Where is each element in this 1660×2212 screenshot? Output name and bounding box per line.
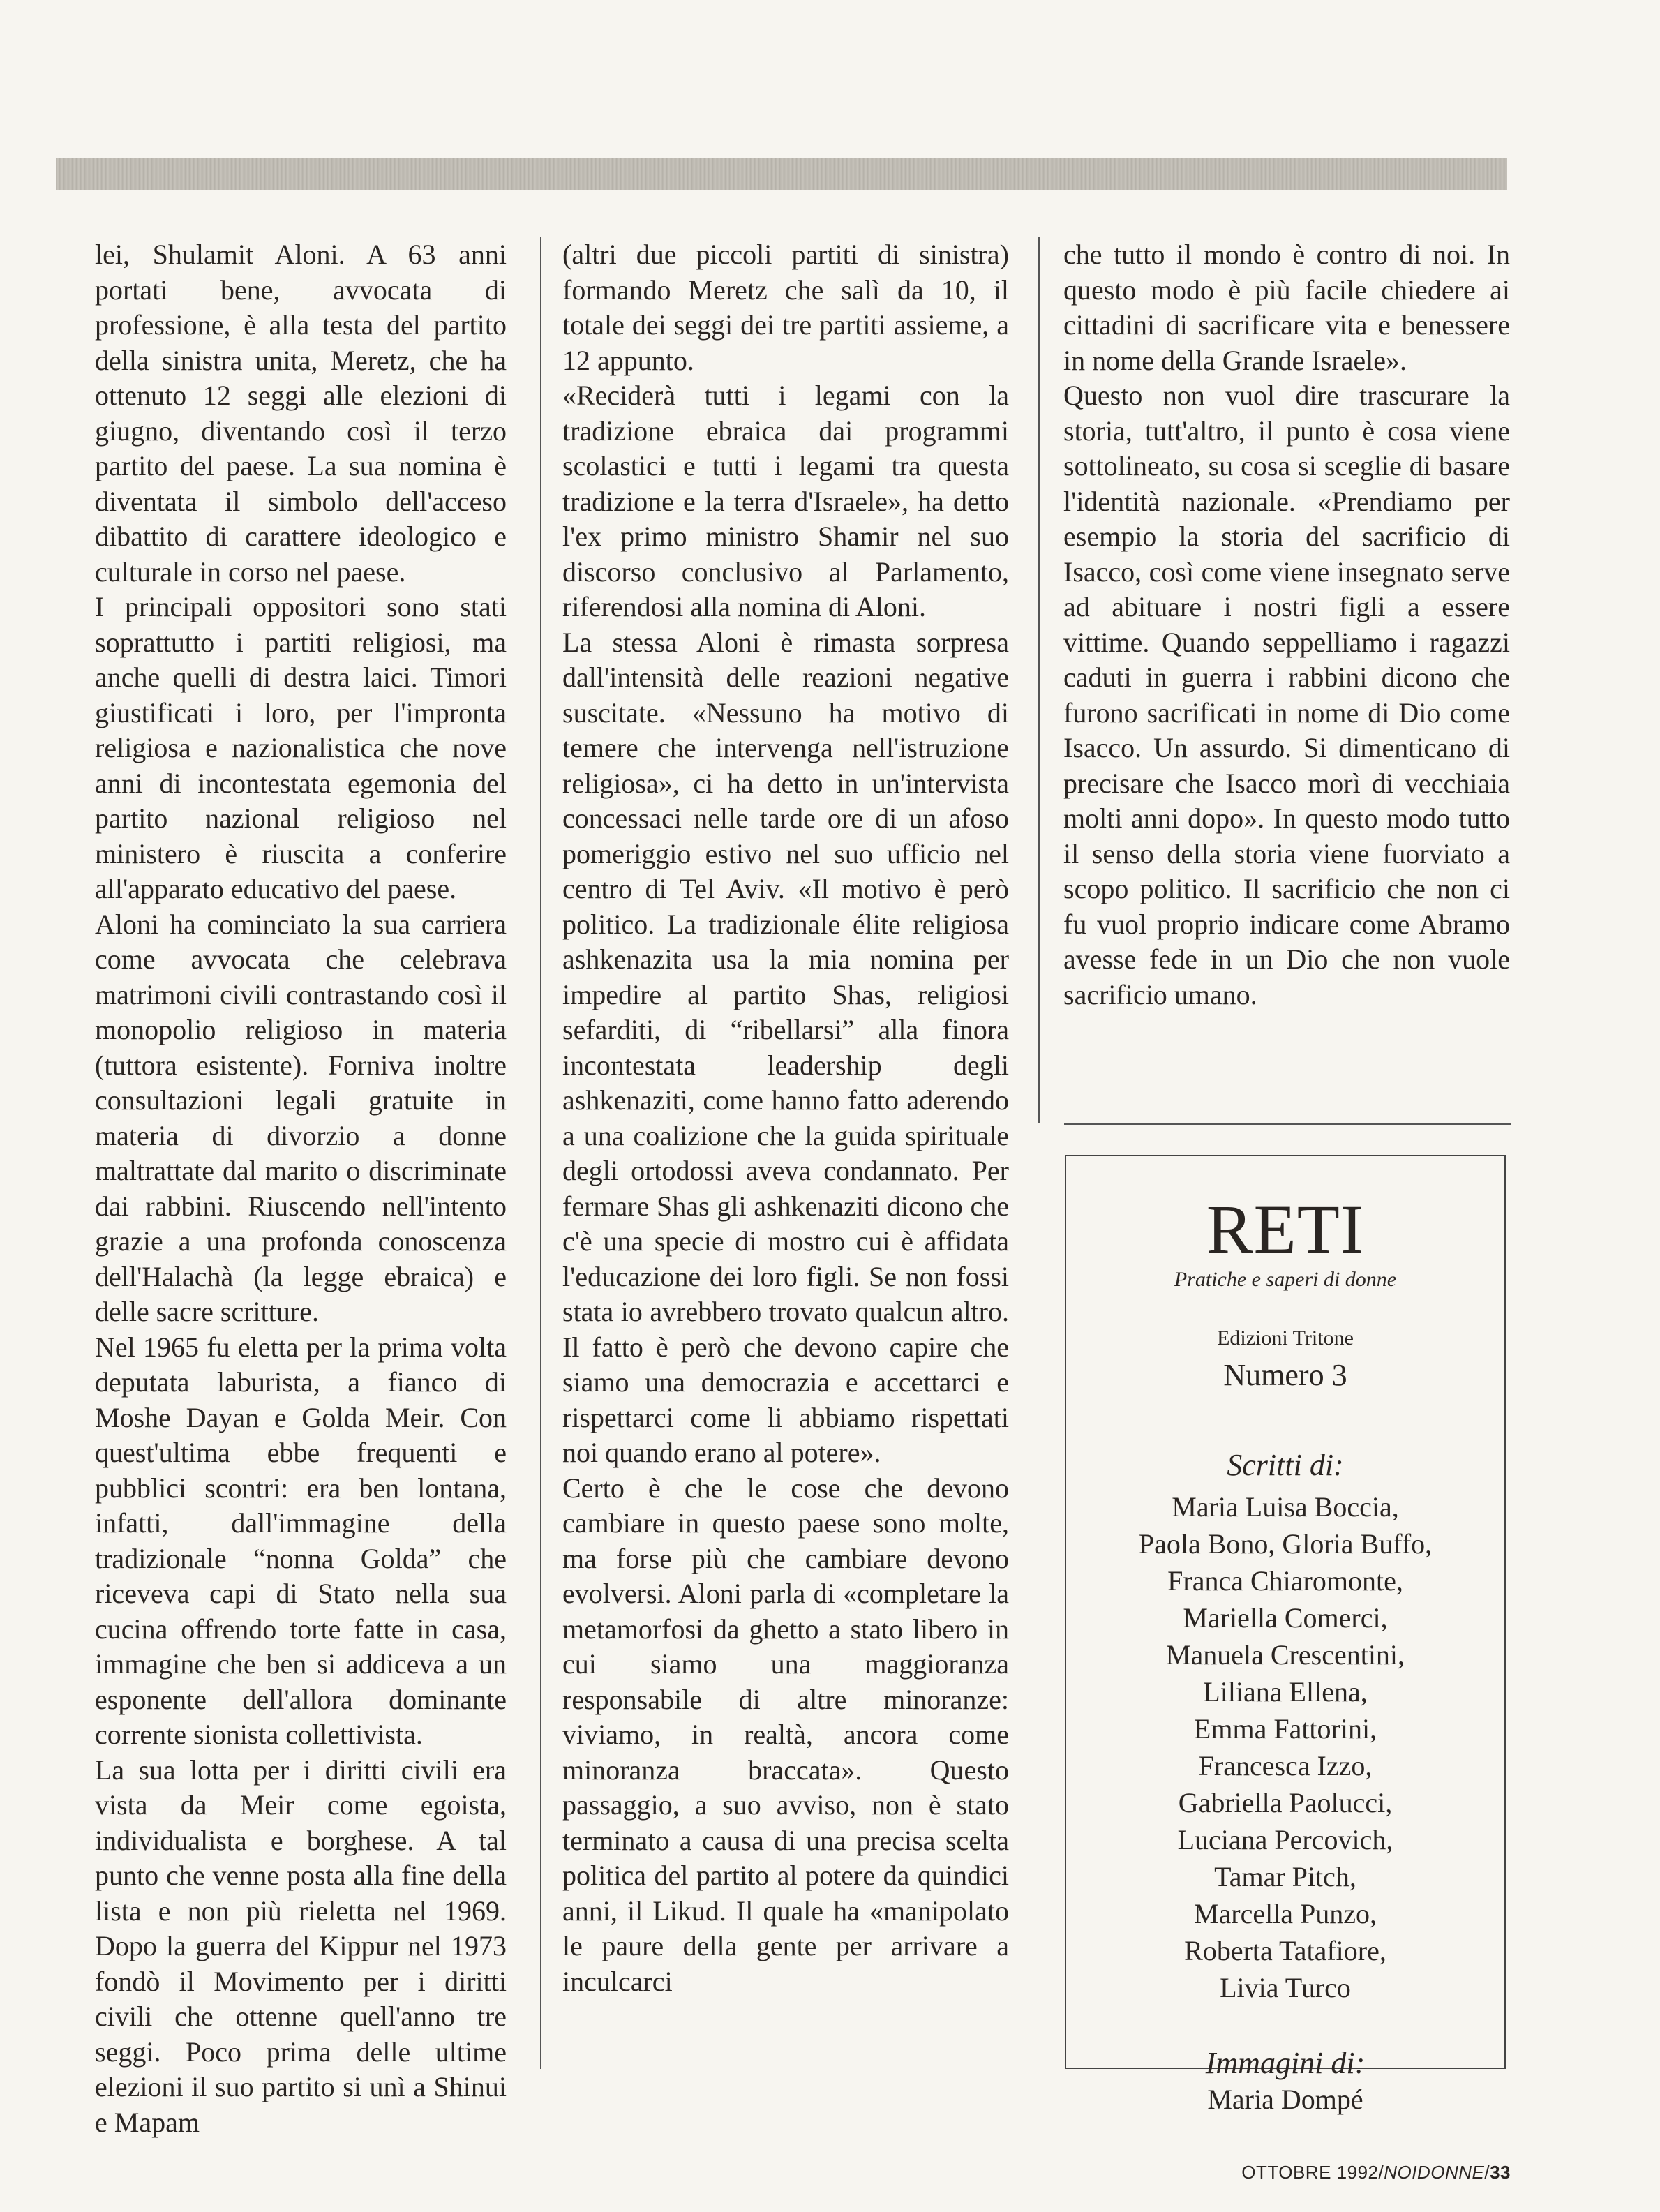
list-item: Tamar Pitch, — [1214, 1861, 1356, 1892]
ad-publisher: Edizioni Tritone — [1217, 1327, 1354, 1350]
page-footer — [1241, 2162, 1511, 2183]
footer-page-number: 33 — [1490, 2162, 1511, 2183]
ad-writers-heading: Scritti di: — [1227, 1448, 1344, 1482]
paragraph: La stessa Aloni è rimasta sorpresa dall'intensità delle reazioni negative suscitate. «Nessuno ha motivo di temere che intervenga nell'istruzione religiosa», ci ha detto in un'intervista concessaci nelle tarde ore di un afoso pomeriggio estivo nel suo ufficio nel centro di Tel Aviv. «Il motivo è però politico. La tradizionale élite religiosa ashkenazita usa la mia nomina per impedire al partito Shas, religiosi sefarditi, di “ribellarsi” alla finora incontestata leadership degli ashkenaziti, come hanno fatto aderendo a una coalizione che la guida spirituale degli ortodossi aveva condannato. Per fermare Shas gli ashkenaziti dicono che c'è una specie di mostro cui è affidata l'educazione dei loro figli. Se non fossi stata io avrebbero trovato qualcun altro. Il fatto è però che devono capire che siamo una democrazia e accettarci e rispettarci come li abbiamo rispettati noi quando erano al potere». — [562, 626, 1009, 1468]
footer-separator: / — [1484, 2162, 1490, 2183]
article-column-1 — [95, 237, 507, 2138]
paragraph: che tutto il mondo è contro di noi. In questo modo è più facile chiedere ai cittadini di sacrificare vita e benessere in nome della Grande Israele». — [1063, 239, 1510, 376]
footer-date: OTTOBRE 1992/ — [1241, 2162, 1384, 2183]
list-item: Francesca Izzo, — [1198, 1750, 1373, 1781]
ad-writers-list — [1066, 1488, 1504, 2006]
column-divider — [540, 237, 541, 2069]
paragraph: «Reciderà tutti i legami con la tradizione ebraica dai programmi scolastici e tutti i legami tra questa tradizione e la terra d'Israele», ha detto l'ex primo ministro Shamir nel suo discorso conclusivo al Parlamento, riferendosi alla nomina di Aloni. — [562, 380, 1009, 622]
list-item: Paola Bono, Gloria Buffo, — [1138, 1528, 1433, 1560]
list-item: Livia Turco — [1220, 1972, 1351, 2003]
footer-magazine: NOIDONNE — [1384, 2162, 1485, 2183]
header-gray-bar — [56, 158, 1507, 190]
paragraph: Nel 1965 fu eletta per la prima volta deputata laburista, a fianco di Moshe Dayan e Golda Meir. Con quest'ultima ebbe frequenti e pubblici scontri: era ben lontana, infatti, dall'immagine della tradizionale “nonna Golda” che riceveva capi di Stato nella sua cucina offrendo torte fatte in casa, immagine che ben si addiceva a un esponente dell'allora dominante corrente sionista collettivista. — [95, 1331, 507, 1750]
list-item: Liliana Ellena, — [1203, 1676, 1368, 1707]
list-item: Mariella Comerci, — [1183, 1602, 1388, 1634]
list-item: Maria Luisa Boccia, — [1172, 1491, 1399, 1523]
ad-subtitle: Pratiche e saperi di donne — [1174, 1268, 1397, 1291]
section-divider — [1064, 1123, 1511, 1125]
paragraph: Questo non vuol dire trascurare la storia, tutt'altro, il punto è cosa viene sottolineato, su cosa si sceglie di basare l'identità nazionale. «Prendiamo per esempio la storia del sacrificio di Isacco, così come viene insegnato serve ad abituare i nostri figli a essere vittime. Quando seppelliamo i ragazzi caduti in guerra i rabbini dicono che furono sacrificati in nome di Dio come Isacco. Un assurdo. Si dimenticano di precisare che Isacco morì di vecchiaia molti anni dopo». In questo modo tutto il senso della storia viene fuorviato a scopo politico. Il sacrificio che non ci fu vuol proprio indicare come Abramo avesse fede in un Dio che non vuole sacrificio umano. — [1063, 380, 1510, 1010]
paragraph: I principali oppositori sono stati soprattutto i partiti religiosi, ma anche quelli di destra laici. Timori giustificati i loro, per l'impronta religiosa e nazionalistica che nove anni di incontestata egemonia del partito nazional religioso nel ministero è riuscita a conferire all'apparato educativo del paese. — [95, 591, 507, 904]
article-column-2 — [562, 237, 1009, 2065]
paragraph: lei, Shulamit Aloni. A 63 anni portati bene, avvocata di professione, è alla testa del partito della sinistra unita, Meretz, che ha ottenuto 12 seggi alle elezioni di giugno, diventando così il terzo partito del paese. La sua nomina è diventata il simbolo dell'acceso dibattito di carattere ideologico e culturale in corso nel paese. — [95, 239, 507, 588]
paragraph: Certo è che le cose che devono cambiare in questo paese sono molte, ma forse più che cambiare devono evolversi. Aloni parla di «completare la metamorfosi da ghetto a stato libero in cui siamo una maggioranza responsabile di altre minoranze: viviamo, in realtà, ancora come minoranza braccata». Questo passaggio, a suo avviso, non è stato terminato a causa di una precisa scelta politica del partito al potere da quindici anni, il Likud. Il quale ha «manipolato le paure della gente per arrivare a inculcarci — [562, 1472, 1009, 1997]
list-item: Emma Fattorini, — [1193, 1713, 1377, 1744]
reti-advertisement — [1065, 1155, 1506, 2115]
article-column-3 — [1063, 237, 1510, 1109]
ad-brand-title: RETI — [1206, 1190, 1365, 1268]
list-item: Luciana Percovich, — [1177, 1824, 1393, 1855]
paragraph: (altri due piccoli partiti di sinistra) formando Meretz che salì da 10, il totale dei seggi dei tre partiti assieme, a 12 appunto. — [562, 239, 1009, 376]
paragraph: Aloni ha cominciato la sua carriera come avvocata che celebrava matrimoni civili contrastando così il monopolio religioso in materia (tuttora esistente). Forniva inoltre consultazioni legali gratuite in materia di divorzio a donne maltrattate dal marito o discriminate dai rabbini. Riuscendo nell'intento grazie a una profonda conoscenza dell'Halachà (la legge ebraica) e delle sacre scritture. — [95, 908, 507, 1327]
list-item: Gabriella Paolucci, — [1178, 1787, 1393, 1818]
list-item: Manuela Crescentini, — [1165, 1639, 1405, 1671]
list-item: Franca Chiaromonte, — [1167, 1565, 1403, 1597]
column-divider — [1038, 237, 1040, 1123]
list-item: Marcella Punzo, — [1193, 1898, 1377, 1929]
ad-issue-number: Numero 3 — [1223, 1358, 1347, 1392]
list-item: Roberta Tatafiore, — [1184, 1935, 1386, 1966]
ad-images-heading: Immagini di: — [1205, 2046, 1366, 2080]
paragraph: La sua lotta per i diritti civili era vista da Meir come egoista, individualista e borghese. A tal punto che venne posta alla fine della lista e non più rieletta nel 1969. Dopo la guerra del Kippur nel 1973 fondò il Movimento per i diritti civili che ottenne quell'anno tre seggi. Poco prima delle ultime elezioni il suo partito si unì a Shinui e Mapam — [95, 1754, 507, 2138]
ad-illustrator: Maria Dompé — [1207, 2084, 1363, 2115]
